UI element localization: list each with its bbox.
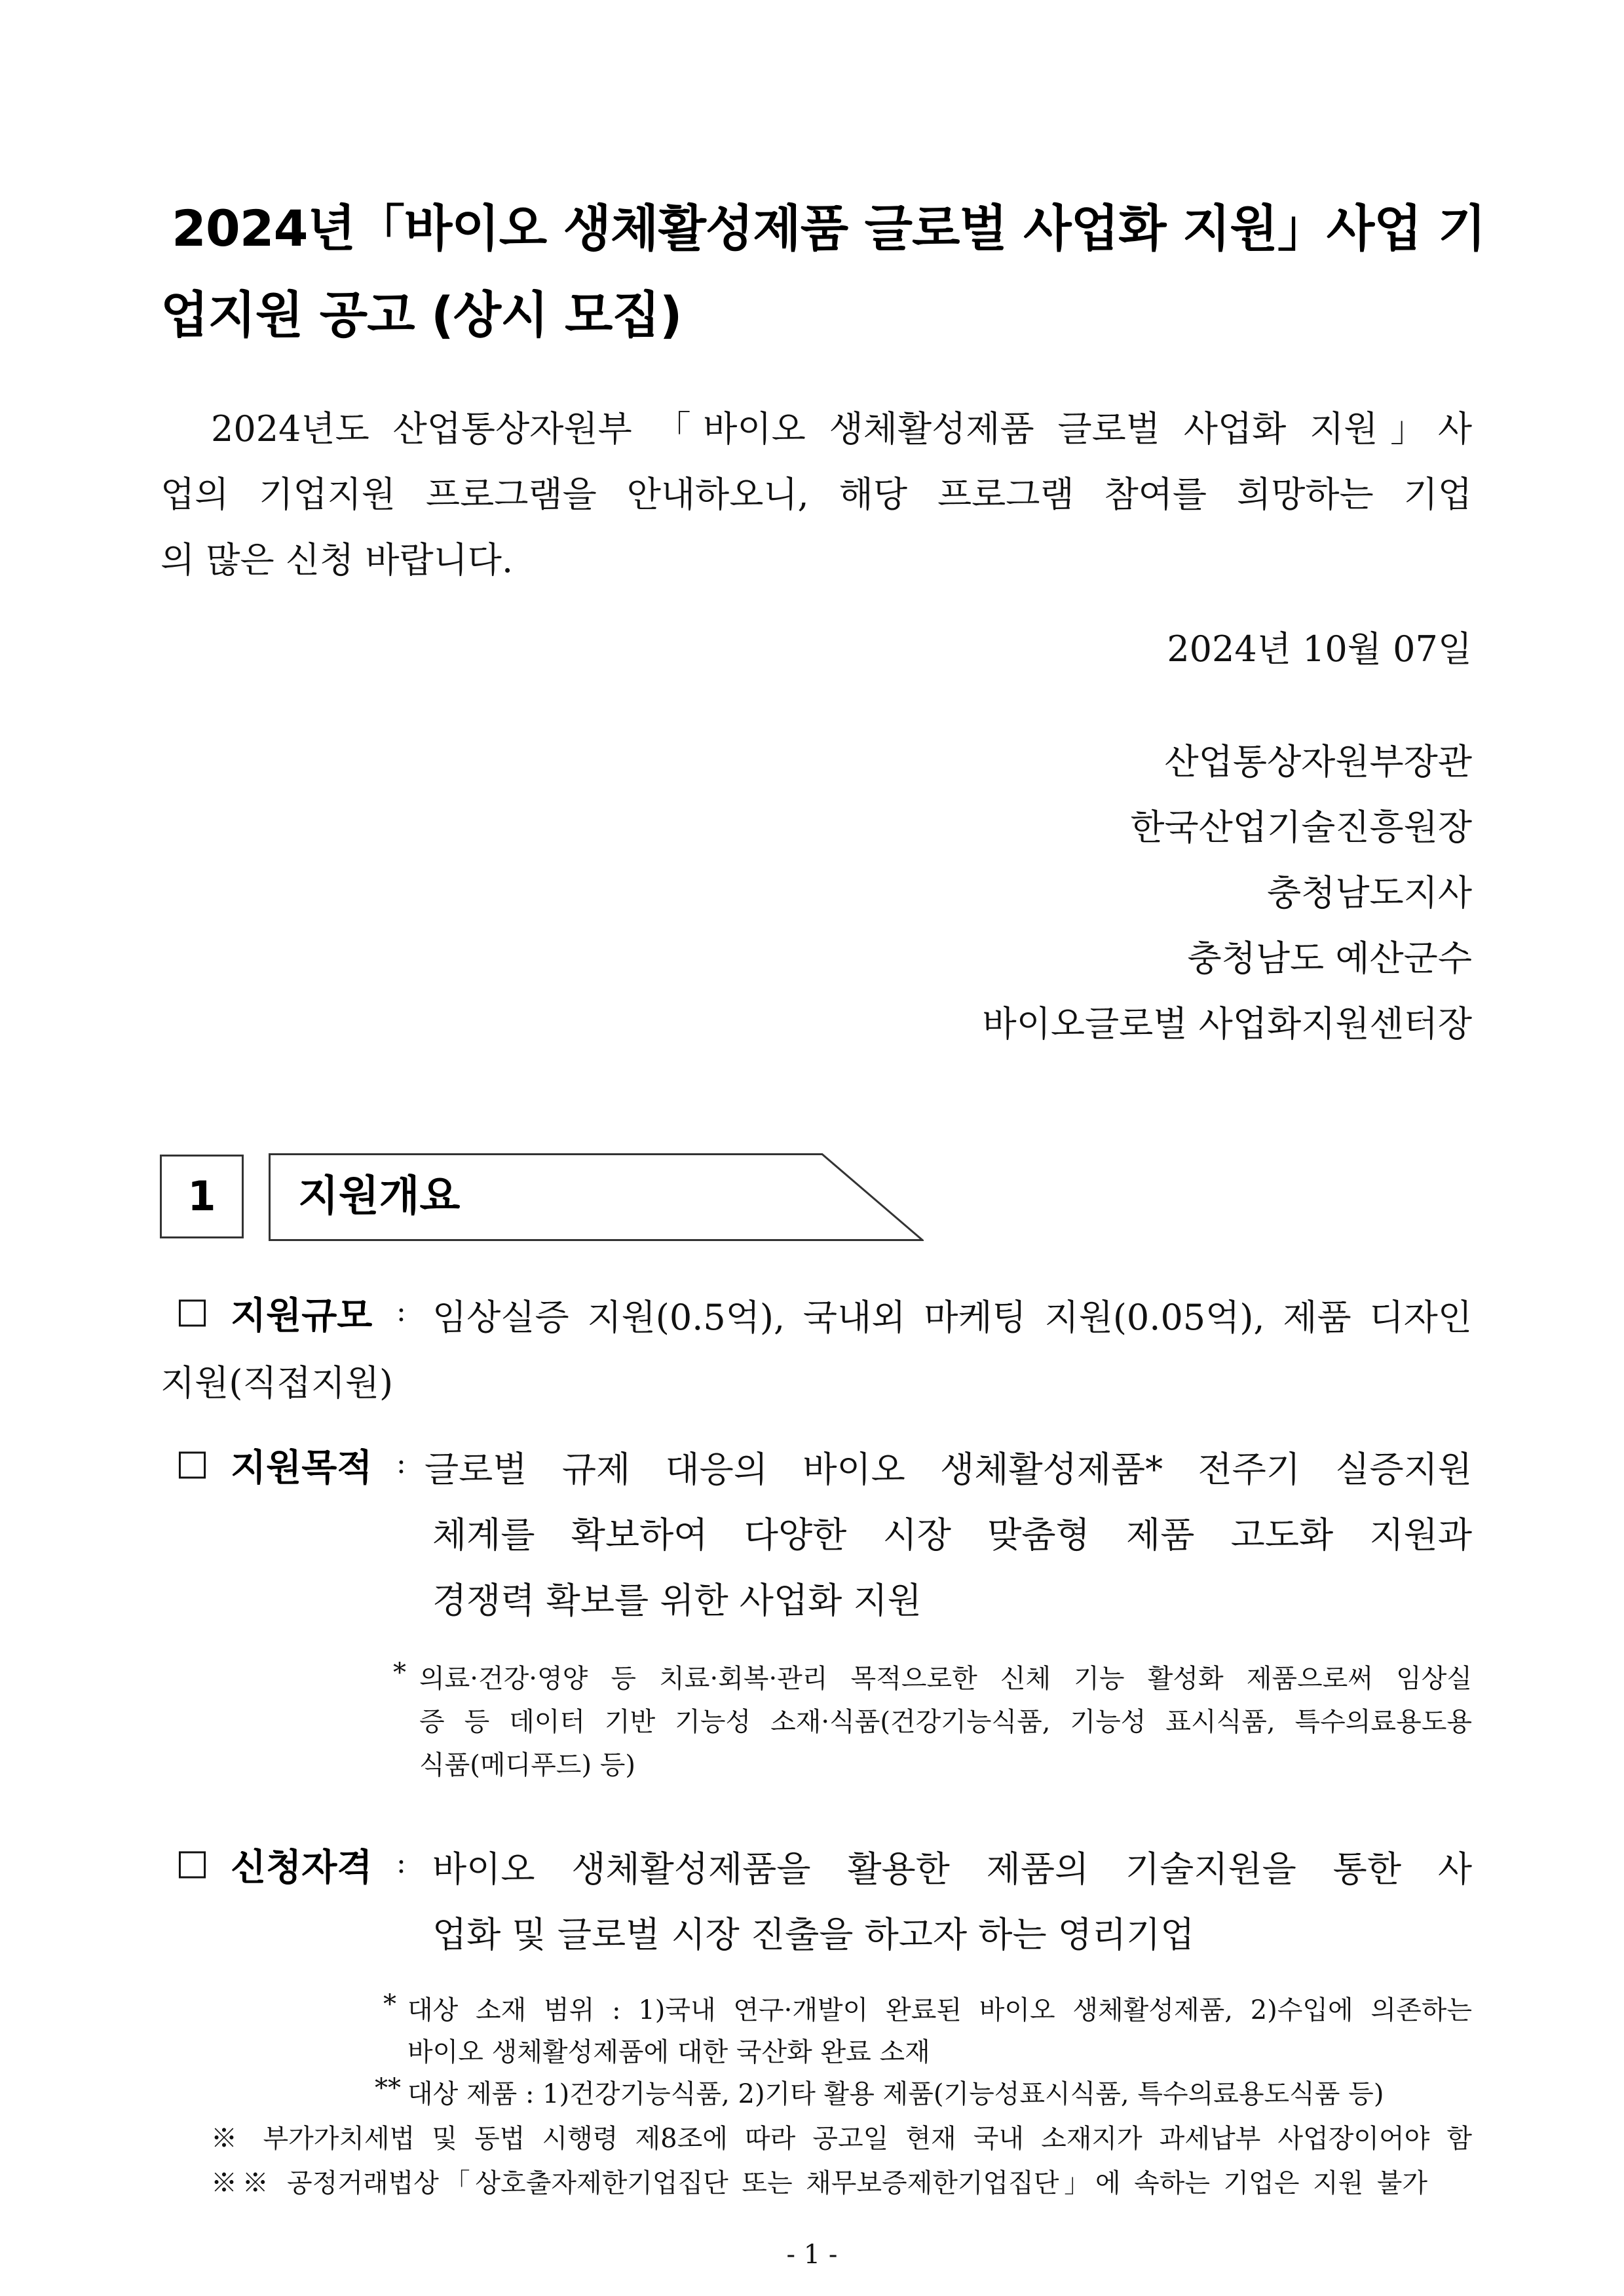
bullet-purpose: □ (176, 1442, 210, 1483)
eligibility-note-b-line-1: 대상 제품 : 1)건강기능식품, 2)기타 활용 제품(기능성표시식품, 특수의료용도식품 등) (407, 2079, 1384, 2109)
eligibility-note-a-line-1: 대상 소재 범위 : 1)국내 연구·개발이 완료된 바이오 생체활성제품, 2)수입에 의존하는 (407, 1995, 1472, 2025)
scale-line-1: 임상실증 지원(0.5억), 국내외 마케팅 지원(0.05억), 제품 디자인 (432, 1297, 1472, 1338)
eligibility-note-c: ※ 부가가치세법 및 동법 시행령 제8조에 따라 공고일 현재 국내 소재지가 과세납부 사업장이어야 함 (211, 2124, 1472, 2154)
notice-date: 2024년 10월 07일 (1167, 628, 1472, 670)
purpose-note-line-1: 의료·건강·영양 등 치료·회복·관리 목적으로한 신체 기능 활성화 제품으로써 임상실 (419, 1664, 1472, 1694)
colon-purpose: : (396, 1447, 406, 1480)
colon-eligibility: : (396, 1846, 406, 1880)
intro-line-1: 2024년도 산업통상자원부 「바이오 생체활성제품 글로벌 사업화 지원」사 (211, 408, 1472, 450)
signatory-2: 한국산업기술진흥원장 (1130, 807, 1472, 848)
eligibility-note-a-line-2: 바이오 생체활성제품에 대한 국산화 완료 소재 (407, 2037, 930, 2067)
eligibility-line-1: 바이오 생체활성제품을 활용한 제품의 기술지원을 통한 사 (432, 1848, 1472, 1890)
signatory-5: 바이오글로벌 사업화지원센터장 (982, 1003, 1472, 1044)
scale-line-2: 지원(직접지원) (161, 1362, 394, 1404)
purpose-note-line-2: 증 등 데이터 기반 기능성 소재·식품(건강기능식품, 기능성 표시식품, 특수의료용도용 (419, 1707, 1472, 1737)
purpose-note-line-3: 식품(메디푸드) 등) (419, 1750, 636, 1780)
title-line-2: 업지원 공고 (상시 모집) (161, 286, 682, 344)
label-eligibility: 신청자격 (231, 1846, 373, 1889)
title-line-1: 2024년「바이오 생체활성제품 글로벌 사업화 지원」사업 기 (172, 199, 1486, 258)
signatory-4: 충청남도 예산군수 (1187, 938, 1472, 979)
section-title: 지원개요 (298, 1172, 461, 1221)
purpose-line-3: 경쟁력 확보를 위한 사업화 지원 (432, 1580, 922, 1621)
signatory-1: 산업통상자원부장관 (1164, 741, 1472, 782)
bullet-scale: □ (176, 1290, 210, 1331)
intro-line-2: 업의 기업지원 프로그램을 안내하오니, 해당 프로그램 참여를 희망하는 기업 (161, 474, 1472, 515)
eligibility-note-b-mark: ** (375, 2073, 401, 2103)
eligibility-line-2: 업화 및 글로벌 시장 진출을 하고자 하는 영리기업 (432, 1914, 1195, 1955)
colon-scale: : (396, 1295, 406, 1328)
bullet-eligibility: □ (176, 1841, 210, 1883)
signatory-3: 충청남도지사 (1267, 872, 1472, 913)
eligibility-note-d: ※※ 공정거래법상「상호출자제한기업집단 또는 채무보증제한기업집단」에 속하는 기업은 지원 불가 (211, 2168, 1427, 2198)
eligibility-note-a-mark: * (383, 1989, 396, 2019)
purpose-note-mark: * (393, 1658, 406, 1688)
intro-line-3: 의 많은 신청 바랍니다. (161, 539, 514, 581)
purpose-line-1: 글로벌 규제 대응의 바이오 생체활성제품* 전주기 실증지원 (425, 1449, 1472, 1490)
purpose-line-2: 체계를 확보하여 다양한 시장 맞춤형 제품 고도화 지원과 (432, 1514, 1472, 1556)
section-number: 1 (187, 1172, 216, 1220)
label-scale: 지원규모 (231, 1295, 373, 1337)
page-number: - 1 - (786, 2240, 838, 2270)
label-purpose: 지원목적 (231, 1447, 373, 1489)
